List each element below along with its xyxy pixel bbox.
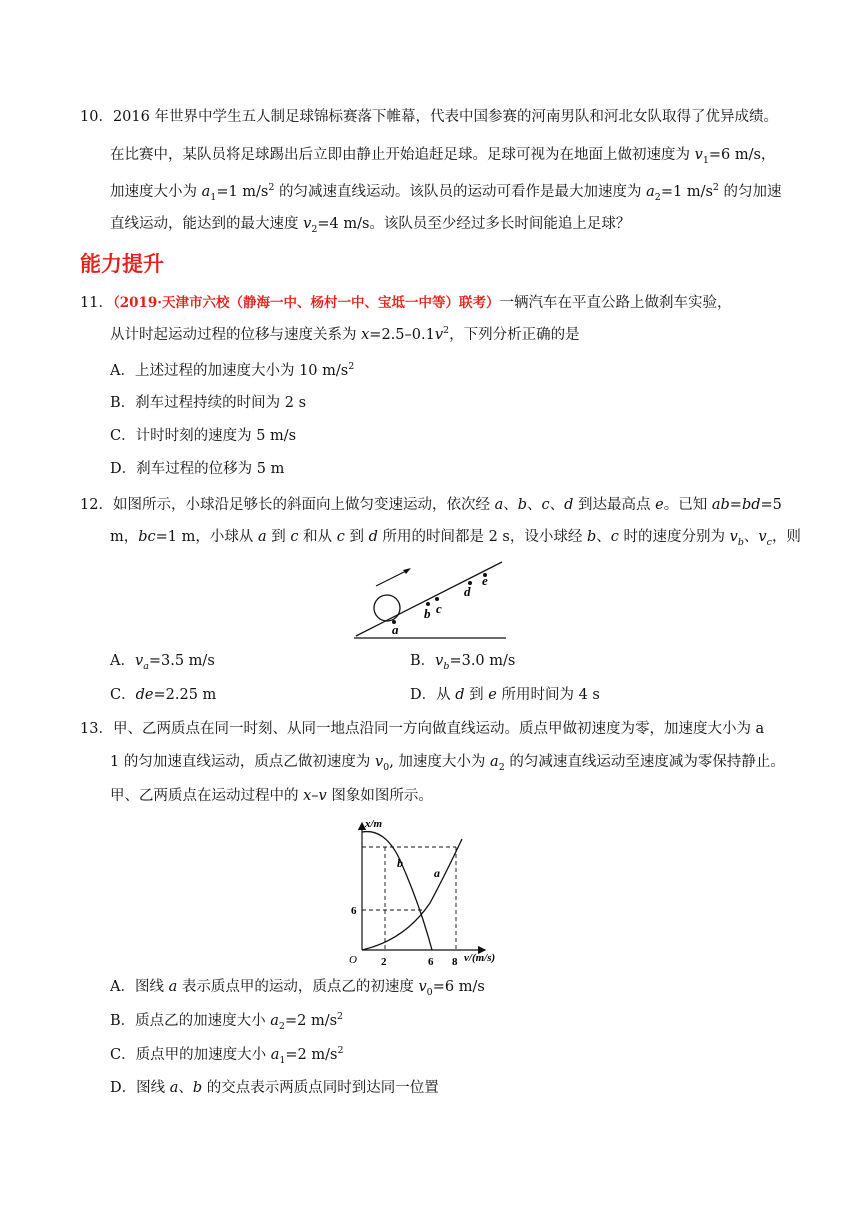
label-b: b — [424, 606, 431, 621]
q10-line2: 在比赛中，某队员将足球踢出后立即由静止开始追赶足球。足球可视为在地面上做初速度为 $v_1=6$ m/s， — [110, 147, 776, 166]
q10-line4: 直线运动，能达到的最大速度 $v_2=4$ m/s。该队员至少经过多长时间能追上足球？ — [110, 216, 631, 235]
incline-figure — [350, 560, 510, 642]
q12-option-b: B．$v_b=3.0$ m/s — [410, 653, 516, 672]
x-tick-6: 6 — [428, 956, 434, 968]
curve-a-label: a — [434, 866, 440, 880]
q10-line1: 10．2016 年世界中学生五人制足球锦标赛落下帷幕，代表中国参赛的河南男队和河北女队取得了优异成绩。 — [80, 109, 778, 125]
curve-b — [362, 832, 432, 950]
label-e: e — [482, 573, 488, 588]
x-tick-8: 8 — [452, 956, 458, 968]
y-axis-label: x/m — [365, 818, 383, 830]
x-axis-label: v/(m/s) — [464, 952, 496, 964]
label-a: a — [392, 622, 399, 637]
q12-line2: m，bc=1 m，小球从 a 到 c 和从 c 到 d 所用的时间都是 2 s，设小球经 b、c 时的速度分别为 $v_b$、$v_c$，则 — [110, 529, 801, 548]
curve-b-label: b — [397, 856, 403, 870]
q12-option-a: A．$v_a=3.5$ m/s — [110, 653, 215, 672]
q13-option-c: C．质点甲的加速度大小 $a_1=2$ $m/s^2$ — [110, 1045, 344, 1066]
q11-option-d: D．刹车过程的位移为 5 m — [110, 461, 285, 477]
q11-option-c: C．计时时刻的速度为 5 m/s — [110, 428, 297, 444]
q13-line3: 甲、乙两质点在运动过程中的 x–v 图象如图所示。 — [110, 788, 433, 804]
q10-line3: 加速度大小为 $a_1=1$ $m/s^2$ 的匀减速直线运动。该队员的运动可看作是最大加速度为 $a_2=1$ $m/s^2$ 的匀加速 — [110, 182, 782, 203]
motion-arrow — [376, 570, 408, 586]
q11-line1: 11．（2019·天津市六校（静海一中、杨村一中、宝坻一中等）联考）一辆汽车在平直公路上做刹车实验， — [80, 295, 732, 311]
motion-arrow-head — [403, 568, 411, 574]
curve-a — [362, 839, 462, 950]
q12-option-c: C．de=2.25 m — [110, 687, 217, 703]
q11-option-a: A．上述过程的加速度大小为 10 $m/s^2$ — [110, 361, 355, 379]
q13-option-d: D．图线 a、b 的交点表示两质点同时到达同一位置 — [110, 1080, 439, 1096]
label-d: d — [464, 584, 471, 599]
xv-graph — [345, 815, 510, 970]
q11-source: （2019·天津市六校（静海一中、杨村一中、宝坻一中等）联考） — [112, 295, 500, 311]
section-title: 能力提升 — [80, 252, 164, 276]
x-tick-2: 2 — [381, 956, 387, 968]
label-c: c — [436, 601, 442, 616]
origin-label: O — [349, 954, 357, 966]
q12-line1: 12．如图所示，小球沿足够长的斜面向上做匀变速运动，依次经 a、b、c、d 到达最高点 e。已知 ab=bd=5 — [80, 497, 782, 513]
y-tick-6: 6 — [351, 905, 357, 917]
q13-line2: 1 的匀加速直线运动，质点乙做初速度为 $v_0$, 加速度大小为 $a_2$ 的匀减速直线运动至速度减为零保持静止。 — [110, 754, 785, 773]
q13-line1: 13．甲、乙两质点在同一时刻、从同一地点沿同一方向做直线运动。质点甲做初速度为零，加速度大小为 a — [80, 721, 765, 737]
q12-option-d: D．从 d 到 e 所用时间为 4 s — [410, 687, 600, 703]
ball — [374, 595, 400, 621]
q13-option-a: A．图线 a 表示质点甲的运动，质点乙的初速度 $v_0=6$ m/s — [110, 979, 485, 998]
q11-line2: 从计时起运动过程的位移与速度关系为 $x=2.5-0.1v^2$，下列分析正确的是 — [110, 325, 580, 343]
q13-option-b: B．质点乙的加速度大小 $a_2=2$ $m/s^2$ — [110, 1011, 344, 1032]
q11-option-b: B．刹车过程持续的时间为 2 s — [110, 395, 307, 411]
